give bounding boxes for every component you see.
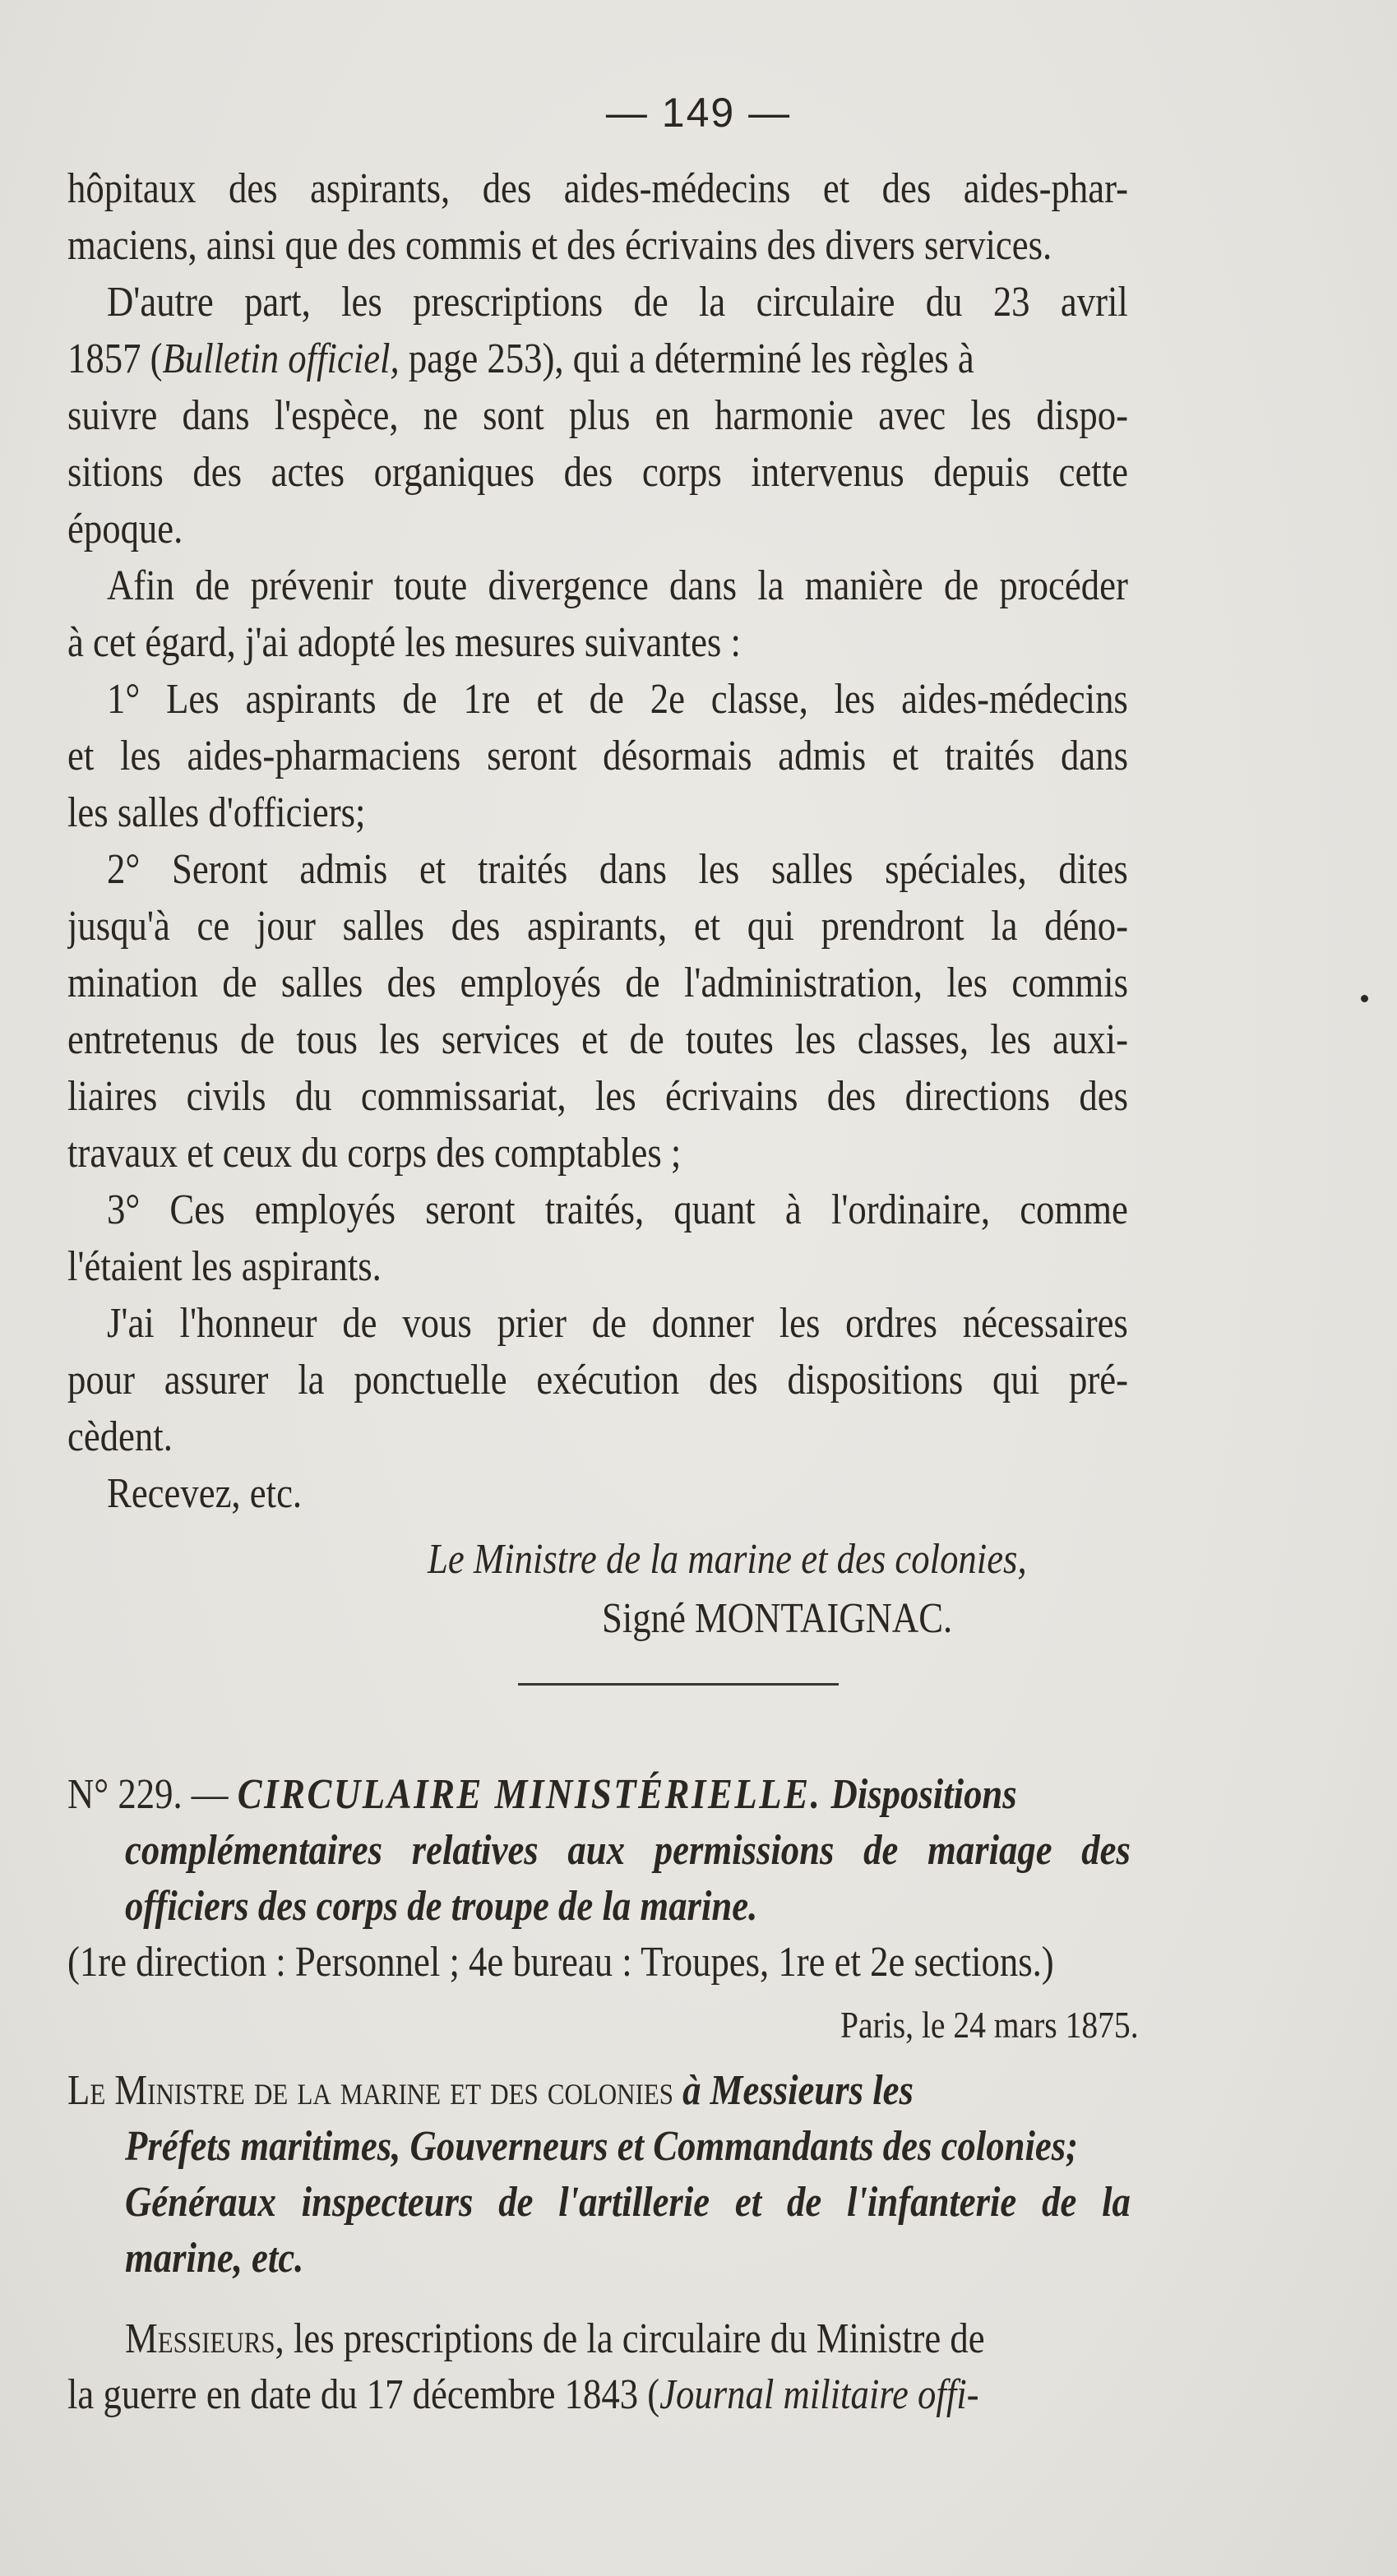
circular-heading [67, 1766, 1128, 1824]
signature-title: Le Ministre de la marine et des colonies, [428, 1536, 1027, 1583]
text-line: 2° Seront admis et traités dans les salles spéciales, dites [107, 846, 1128, 893]
text-line [67, 2366, 1128, 2424]
text-line: 1° Les aspirants de 1re et de 2e classe, les aides-médecins [107, 676, 1128, 723]
text-line: maciens, ainsi que des commis et des écrivains des divers services. [67, 222, 1052, 269]
text-line: pour assurer la ponctuelle exécution des dispositions qui pré- [67, 1357, 1128, 1404]
addressee-recipient: à Messieurs les [673, 2067, 914, 2114]
text-line: D'autre part, les prescriptions de la circulaire du 23 avril [107, 279, 1128, 326]
text-line: époque. [67, 506, 183, 553]
ink-speck [1361, 995, 1368, 1002]
circular-subject-line: complémentaires relatives aux permissions de mariage des [125, 1827, 1131, 1874]
addressee-line: Généraux inspecteurs de l'artillerie et de l'infanterie de la [125, 2179, 1131, 2226]
text-line [125, 2310, 1186, 2368]
text-line: entretenus de tous les services et de toutes les classes, les auxi- [67, 1016, 1128, 1063]
text-line: mination de salles des employés de l'administration, les commis [67, 960, 1128, 1006]
text-line: hôpitaux des aspirants, des aides-médecins et des aides-phar- [67, 165, 1128, 212]
text-line: suivre dans l'espèce, ne sont plus en harmonie avec les dispo- [67, 392, 1128, 439]
closing-formula: Recevez, etc. [107, 1470, 303, 1517]
addressee-line: Préfets maritimes, Gouverneurs et Commandants des colonies; [125, 2123, 1079, 2170]
text-span: la guerre en date du 17 décembre 1843 ( [67, 2371, 660, 2418]
text-line: l'étaient les aspirants. [67, 1243, 382, 1290]
text-span: 1857 ( [67, 335, 163, 382]
text-line: sitions des actes organiques des corps intervenus depuis cette [67, 449, 1128, 496]
circular-title: CIRCULAIRE MINISTÉRIELLE. [237, 1771, 822, 1818]
text-line: travaux et ceux du corps des comptables ; [67, 1130, 682, 1177]
text-line: 3° Ces employés seront traités, quant à l'ordinaire, comme [107, 1186, 1128, 1233]
text-line: jusqu'à ce jour salles des aspirants, et qui prendront la déno- [67, 903, 1128, 950]
text-line: liaires civils du commissariat, les écrivains des directions des [67, 1073, 1128, 1120]
text-line: et les aides-pharmaciens seront désormais admis et traités dans [67, 733, 1128, 779]
circular-number: N° 229. — [67, 1771, 238, 1818]
journal-reference: Journal militaire offi- [659, 2371, 979, 2418]
text-line: J'ai l'honneur de vous prier de donner les ordres nécessaires [107, 1300, 1128, 1347]
text-line: Afin de prévenir toute divergence dans la manière de procéder [107, 562, 1128, 609]
circular-subject-line: officiers des corps de troupe de la marine. [125, 1883, 758, 1930]
addressee-minister: Le Ministre de la marine et des colonies [67, 2067, 673, 2114]
bulletin-reference: Bulletin officiel, [162, 335, 400, 382]
page-number: — 149 — [605, 90, 792, 136]
text-line: les salles d'officiers; [67, 789, 366, 836]
circular-date: Paris, le 24 mars 1875. [840, 2004, 1139, 2046]
text-line [67, 331, 1128, 388]
text-span: les prescriptions de la circulaire du Ministre de [284, 2315, 985, 2362]
text-line: à cet égard, j'ai adopté les mesures suivantes : [67, 619, 741, 666]
signature-name: Signé MONTAIGNAC. [602, 1595, 953, 1642]
text-line: cèdent. [67, 1413, 173, 1460]
text-span: page 253), qui a déterminé les règles à [399, 335, 974, 382]
addressee-line [67, 2062, 1128, 2120]
salutation: Messieurs, [125, 2315, 284, 2362]
addressee-line: marine, etc. [125, 2235, 304, 2282]
section-divider [518, 1683, 839, 1686]
circular-subject: Dispositions [821, 1771, 1017, 1818]
circular-direction: (1re direction : Personnel ; 4e bureau : Troupes, 1re et 2e sections.) [67, 1939, 1054, 1986]
